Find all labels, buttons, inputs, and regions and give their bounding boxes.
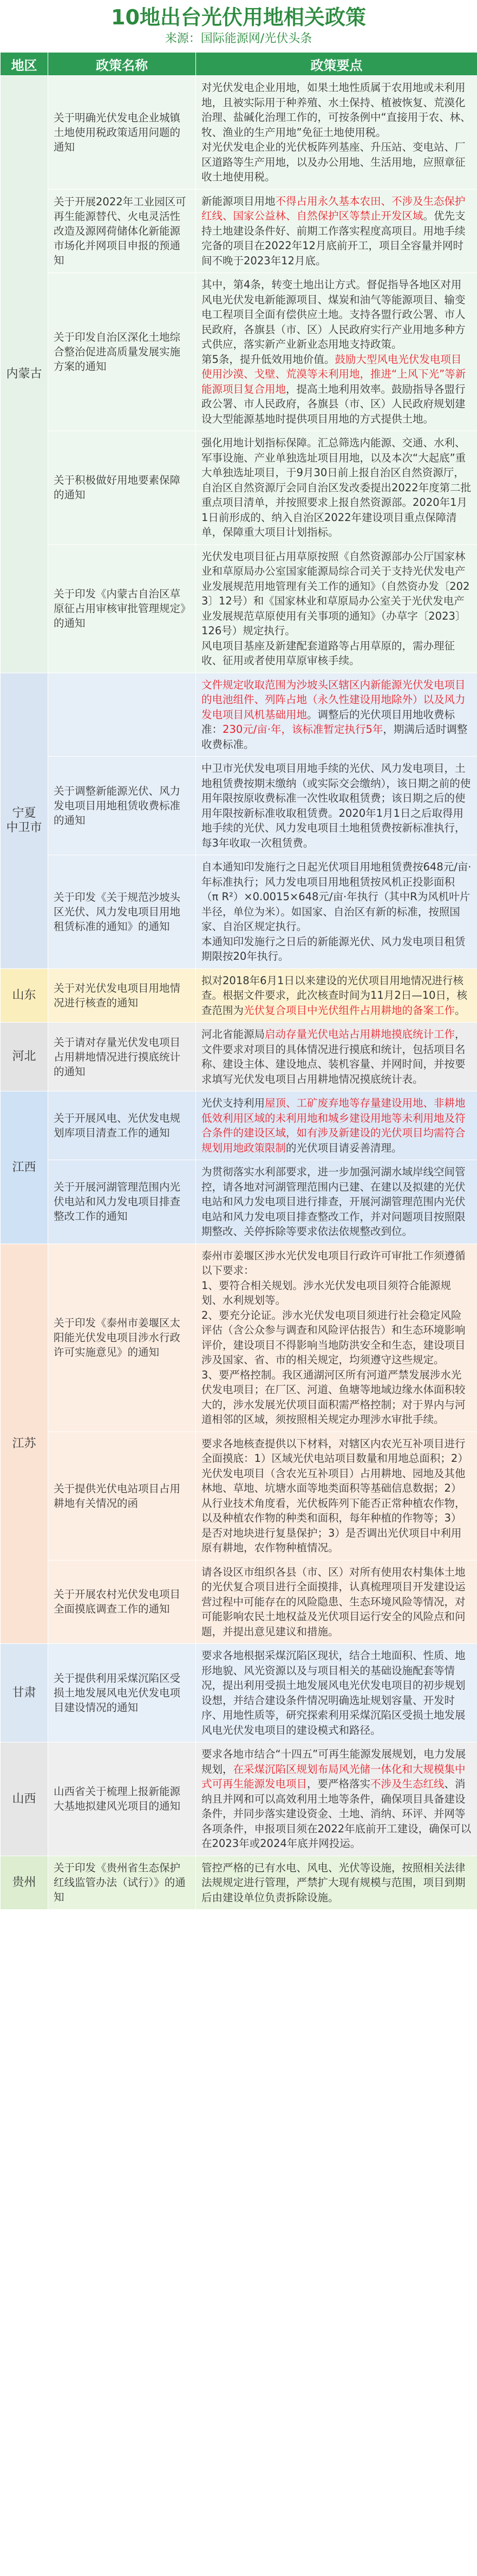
policy-text: 新能源项目用地 bbox=[201, 195, 276, 207]
region-cell: 甘肃 bbox=[1, 1644, 48, 1742]
policy-points-cell bbox=[196, 76, 477, 190]
highlighted-text: 启动存量光伏电站占用耕地摸底统计工作 bbox=[265, 1028, 455, 1040]
highlighted-text: 在采煤沉陷区规划布局风光储一体化和大规模集中式可再生能源发电项目 bbox=[201, 1763, 466, 1791]
policy-text: 中卫市光伏发电项目用地手续的光伏、风力发电项目，土地租赁费按期末缴纳（或实际交会缴纳），该日期之前的使用年限按原收费标准一次性收取租赁费；该日期之后的使用年限按新标准收取租赁费。2020年1月1日之后取得用地手续的光伏、风力发电项目土地租赁费按新标准执行，每3年收取一次租赁费。 bbox=[201, 762, 471, 849]
policy-text: 、消纳且并网和可以高效利用土地等条件，确保项目具备建设条件，并同步落实建设资金、土地、消纳、环评、并网等各项条件，申报项目须在2022年底前开工建设，确保可以在2023年或2024年底并网投运。 bbox=[201, 1778, 471, 1850]
highlighted-text: 屋顶、工矿废弃地等存量建设用地、非耕地低效利用区域的未利用地和城乡建设用地等未利用地及符合条件的建设区域，如有涉及新建设的光伏项目均需符合规划用地政策限制 bbox=[201, 1097, 466, 1154]
policy-text: 要求各地核查提供以下材料，对辖区内农光互补项目进行全面摸底：1）区域光伏电站项目数量和用地总面积；2）光伏发电项目（含农光互补项目）占用耕地、园地及其他林地、草地、坑塘水面等地类面积等基础信息数据；2）从行业技术角度看，光伏板阵列下能否正常种植农作物，以及种植农作物的种类和面积，每年种植的作物等；3）是否对地块进行复垦保护；3）是否调出光伏项目中利用原有耕地，农作物种植情况。 bbox=[201, 1437, 468, 1554]
policy-text: 。优先支持土地建设条件好、前期工作落实程度高项目。用地手续完备的项目在2022年12月底前开工，项目全容量并网时间不晚于2023年12月底。 bbox=[201, 210, 466, 267]
policy-name-cell: 关于印发《泰州市姜堰区太阳能光伏发电项目涉水行政许可实施意见》的通知 bbox=[48, 1244, 196, 1432]
region-cell: 江苏 bbox=[1, 1244, 48, 1644]
table-row bbox=[1, 757, 477, 855]
region-cell: 江西 bbox=[1, 1091, 48, 1244]
highlighted-text: 230元/亩·年，该标准暂定执行5年 bbox=[223, 723, 383, 736]
policy-points-cell bbox=[196, 1023, 477, 1091]
highlighted-text: 不得占用永久基本农田、不涉及生态保护红线、国家公益林、自然保护区等禁止开发区域 bbox=[201, 195, 466, 223]
table-row bbox=[1, 1091, 477, 1160]
region-cell: 贵州 bbox=[1, 1856, 48, 1910]
table-row bbox=[1, 1023, 477, 1091]
policy-points-cell bbox=[196, 273, 477, 431]
policy-text: 光伏支持利用 bbox=[201, 1097, 265, 1109]
policy-text: 河北省能源局 bbox=[201, 1028, 265, 1040]
policy-points-cell bbox=[196, 1856, 477, 1910]
region-cell: 宁夏 中卫市 bbox=[1, 673, 48, 968]
policy-points-cell bbox=[196, 1160, 477, 1244]
policy-text: 强化用地计划指标保障。汇总筛选内能源、交通、水利、军事设施、产业单独选址项目用地，以及本次“大起底”重大单独选址项目，于9月30日前上报自治区自然资源厅，自治区自然资源厅会同自治区发改委提出2022年度第二批重点项目清单，并按照要求上报自然资源部。2020年1月1日前形成的、纳入自治区2022年建设项目重点保障清单，保障重大项目计划指标。 bbox=[201, 437, 471, 538]
policy-points-cell bbox=[196, 673, 477, 757]
policy-name-cell: 关于印发《贵州省生态保护红线监管办法（试行）》的通知 bbox=[48, 1856, 196, 1910]
policy-name-cell: 关于开展农村光伏发电项目全面摸底调查工作的通知 bbox=[48, 1560, 196, 1644]
policy-text: 泰州市姜堰区涉水光伏发电项目行政许可审批工作须遵循以下要求： 1、要符合相关规划。涉水光伏发电项目须符合能源规划、水利规划等。 2、要充分论证。涉水光伏发电项目须进行社会稳定风险评估（含公众参与调查和风险评估报告）和生态环境影响评价，建设项目不得影响当地防洪安全和生态，建设项目涉及国家、省、市的相关规定，均须遵守这些规定。 3、要严格控制。我区通湖河区所有河道严禁发展涉水光伏发电项目；在厂区、河道、鱼塘等地域边缘水体面积较大的，涉水发展光伏项目面积需严格控制；对于界内与河道相邻的区域，须按照相关规定办理涉水审批手续。 bbox=[201, 1250, 466, 1426]
policy-text: 光伏发电项目征占用草原按照《自然资源部办公厅国家林业和草原局办公室国家能源局综合司关于支持光伏发电产业发展规范用地管理有关工作的通知》（自然资办发〔2023〕12号）和《国家林业和草原局办公室关于光伏发电产业发展规范草原使用有关事项的通知》（办草字〔2023〕126号）规定执行。 风电项目基座及新建配套道路等占用草原的，需办理征收、征用或者使用草原审核手续。 bbox=[201, 550, 469, 667]
region-cell: 内蒙古 bbox=[1, 76, 48, 673]
policy-name-cell: 关于调整新能源光伏、风力发电项目用地租赁收费标准的通知 bbox=[48, 757, 196, 855]
policy-points-cell bbox=[196, 1560, 477, 1644]
table-row bbox=[1, 1742, 477, 1856]
policy-text: 自本通知印发施行之日起光伏项目用地租赁费按648元/亩·年标准执行；风力发电项目用地租赁按风机正投影面积（π R²）×0.0015×648元/亩·年执行（其中R为风机叶片半径，单位为米）。如国家、自治区有新的标准，按照国家、自治区规定执行。 本通知印发施行之日后的新能源光伏、风力发电项目租赁期限按20年执行。 bbox=[201, 861, 472, 962]
table-row bbox=[1, 544, 477, 673]
table-header-row bbox=[1, 53, 477, 76]
policy-text: 拟对2018年6月1日以来建设的光伏项目用地情况进行核查。根据文件要求，此次核查时间为11月2日—10日，核查范围为 bbox=[201, 974, 467, 1017]
region-cell: 河北 bbox=[1, 1023, 48, 1091]
policy-points-cell bbox=[196, 968, 477, 1023]
policy-points-cell bbox=[196, 855, 477, 969]
policy-text: 要求各地根据采煤沉陷区现状，结合土地面积、性质、地形地貌、风光资源以及与项目相关的基础设施配套等情况，提出利用受损土地发展风电光伏发电项目的初步规划设想，并结合建设条件情况明确选址规划容量、开发时序、用地性质等，研究探索利用采煤沉陷区受损土地发展风电光伏发电项目的建设模式和路径。 bbox=[201, 1649, 466, 1736]
policy-name-cell: 关于积极做好用地要素保障的通知 bbox=[48, 431, 196, 545]
table-row bbox=[1, 1244, 477, 1432]
policy-points-cell bbox=[196, 1432, 477, 1560]
policy-text: ，要严格落实 bbox=[307, 1778, 370, 1790]
policy-text: 其中，第4条，转变土地出让方式。督促指导各地区对用风电光伏发电新能源项目、煤炭和油气等能源项目、输变电工程项目全面有偿供应土地。支持各盟行政公署、市人民政府，各旗县（市、区）人民政府实行产业用地多种方式供应，落实新产业新业态用地支持政策。 第5条，提升低效用地价值。 bbox=[201, 278, 466, 366]
policy-text: 的光伏项目请妥善清理。 bbox=[286, 1142, 402, 1154]
policy-name-cell: 关于印发自治区深化土地综合整治促进高质量发展实施方案的通知 bbox=[48, 273, 196, 431]
table-row bbox=[1, 1160, 477, 1244]
policy-text: 请各设区市组织各县（市、区）对所有使用农村集体土地的光伏复合项目进行全面摸排，认真梳理项目开发建设运营过程中可能存在的风险隐患、生态环境风险等情况，对可能影响农民土地权益及光伏项目运行安全的风险点和问题，并提出意见建议和措施。 bbox=[201, 1566, 466, 1638]
policy-name-cell: 关于开展风电、光伏发电规划库项目清查工作的通知 bbox=[48, 1091, 196, 1160]
header-region: 地区 bbox=[1, 53, 48, 76]
table-row bbox=[1, 431, 477, 545]
table-row bbox=[1, 273, 477, 431]
table-body bbox=[1, 76, 477, 1910]
policy-name-cell: 关于提供利用采煤沉陷区受损土地发展风电光伏发电项目建设情况的通知 bbox=[48, 1644, 196, 1742]
policy-name-cell: 关于对光伏发电项目用地情况进行核查的通知 bbox=[48, 968, 196, 1023]
policy-points-cell bbox=[196, 1644, 477, 1742]
policy-points-cell bbox=[196, 757, 477, 855]
policy-points-cell bbox=[196, 1091, 477, 1160]
policy-name-cell: 关于印发《关于规范沙坡头区光伏、风力发电项目用地租赁标准的通知》的通知 bbox=[48, 855, 196, 969]
region-cell: 山东 bbox=[1, 968, 48, 1023]
table-row bbox=[1, 1644, 477, 1742]
policy-name-cell: 关于开展2022年工业园区可再生能源替代、火电灵活性改造及源网荷储体化新能源市场化并网项目申报的预通知 bbox=[48, 189, 196, 273]
policy-text: 。 bbox=[455, 1004, 466, 1017]
table-row bbox=[1, 855, 477, 969]
policy-text: ，提高土地利用效率。鼓励指导各盟行政公署、市人民政府，各旗县（市、区）人民政府规划建设大型能源基地时提供项目用地的方式提供土地。 bbox=[201, 383, 466, 425]
policy-name-cell: 关于明确光伏发电企业城镇土地使用税政策适用问题的通知 bbox=[48, 76, 196, 190]
header-policy-name: 政策名称 bbox=[48, 53, 196, 76]
page-source: 来源：国际能源网/光伏头条 bbox=[0, 30, 477, 48]
policy-points-cell bbox=[196, 544, 477, 673]
highlighted-text: 鼓励大型风电光伏发电项目使用沙漠、戈壁、荒漠等未利用地，推进“上风下光”等新能源项目复合用地 bbox=[201, 353, 466, 395]
policy-text: 。调整后的光伏项目用地收费标准： bbox=[201, 708, 455, 736]
region-cell: 山西 bbox=[1, 1742, 48, 1856]
policy-points-cell bbox=[196, 1742, 477, 1856]
header-policy-points: 政策要点 bbox=[196, 53, 477, 76]
policy-text: ，期满后适时调整收费标准。 bbox=[201, 723, 467, 751]
highlighted-text: 不涉及生态红线 bbox=[370, 1778, 445, 1790]
policy-points-cell bbox=[196, 189, 477, 273]
policy-text: 为贯彻落实水利部要求，进一步加强河湖水域岸线空间管控，请各地对河湖管理范围内已建、在建以及拟建的光伏电站和风力发电项目进行排查，开展河湖管理范围内光伏电站和风力发电项目排查整改工作，并对问题项目按照限期整改、关停拆除等要求依法依规整改到位。 bbox=[201, 1166, 466, 1238]
table-row bbox=[1, 1856, 477, 1910]
table-row bbox=[1, 76, 477, 190]
page-title: 10地出台光伏用地相关政策 bbox=[0, 4, 477, 30]
policy-points-cell bbox=[196, 431, 477, 545]
policy-table bbox=[0, 52, 477, 1910]
policy-name-cell bbox=[48, 673, 196, 757]
policy-points-cell bbox=[196, 1244, 477, 1432]
table-row bbox=[1, 673, 477, 757]
table-row bbox=[1, 1432, 477, 1560]
highlighted-text: 光伏复合项目中光伏组件占用耕地的备案工作 bbox=[244, 1004, 455, 1017]
table-row bbox=[1, 968, 477, 1023]
policy-name-cell: 关于提供光伏电站项目占用耕地有关情况的函 bbox=[48, 1432, 196, 1560]
policy-text: 管控严格的已有水电、风电、光伏等设施，按照相关法律法规规定进行管理，严禁扩大现有规模与范围，项目到期后由建设单位负责拆除设施。 bbox=[201, 1862, 466, 1904]
policy-text: 要求各地市结合“十四五”可再生能源发展规划，电力发展规划， bbox=[201, 1748, 466, 1775]
table-row bbox=[1, 1560, 477, 1644]
policy-text: ，文件要求对项目的具体情况进行摸底和统计，包括项目名称、建设主体、建设地点、装机容量、并网时间，并按要求填写光伏发电项目占用耕地情况摸底统计表。 bbox=[201, 1028, 466, 1085]
page bbox=[0, 4, 477, 1910]
highlighted-text: 文件规定收取范围为沙坡头区辖区内新能源光伏发电项目的电池组件、列阵占地（永久性建设用地除外）以及风力发电项目风机基础用地 bbox=[201, 679, 466, 721]
policy-name-cell: 关于印发《内蒙古自治区草原征占用审核审批管理规定》的通知 bbox=[48, 544, 196, 673]
policy-name-cell: 关于请对存量光伏发电项目占用耕地情况进行摸底统计的通知 bbox=[48, 1023, 196, 1091]
policy-name-cell: 山西省关于梳理上报新能源大基地拟建风光项目的通知 bbox=[48, 1742, 196, 1856]
policy-name-cell: 关于开展河湖管理范围内光伏电站和风力发电项目排查整改工作的通知 bbox=[48, 1160, 196, 1244]
policy-text: 对光伏发电企业用地，如果土地性质属于农用地或未利用地，且被实际用于种养殖、水土保持、植被恢复、荒漠化治理、盐碱化治理工作的，可按条例中“直接用于农、林、牧、渔业的生产用地”免征土地使用税。 对光伏发电企业的光伏板阵列基座、升压站、变电站、厂区道路等生产用地，以及办公用地、生活用地，应照章征收土地使用税。 bbox=[201, 81, 471, 183]
table-row bbox=[1, 189, 477, 273]
